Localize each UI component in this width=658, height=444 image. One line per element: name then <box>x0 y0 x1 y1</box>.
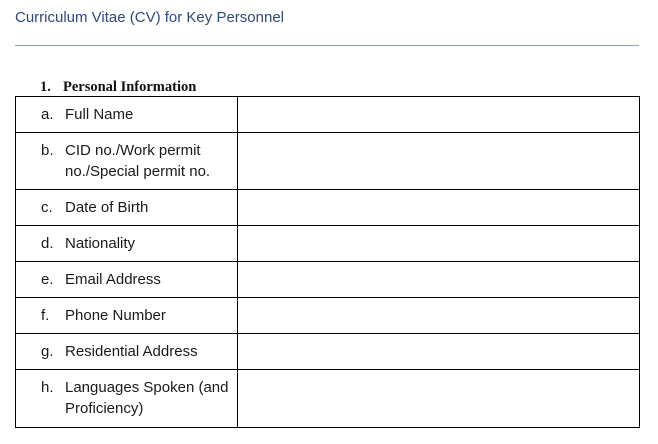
table-row-languages-spoken <box>16 370 640 428</box>
residential-address-value-cell[interactable] <box>238 334 640 370</box>
row-letter: h. <box>41 379 54 396</box>
row-label: Languages Spoken (and Proficiency) <box>65 379 229 417</box>
table-row-full-name <box>16 97 640 133</box>
row-label: Nationality <box>65 235 136 252</box>
id-number-value-cell[interactable] <box>238 133 640 190</box>
date-of-birth-value-cell[interactable] <box>238 190 640 226</box>
label-cell <box>16 226 238 262</box>
label-cell <box>16 97 238 133</box>
row-letter: f. <box>41 307 50 324</box>
nationality-value-cell[interactable] <box>238 226 640 262</box>
row-label: CID no./Work permit no./Special permit no. <box>65 142 211 180</box>
title-divider <box>15 45 639 46</box>
row-letter: b. <box>41 142 54 159</box>
row-letter: a. <box>41 106 54 123</box>
section-title: Personal Information <box>63 79 197 95</box>
table-row-residential-address <box>16 334 640 370</box>
label-cell <box>16 334 238 370</box>
row-label: Full Name <box>65 106 134 123</box>
row-letter: g. <box>41 343 54 360</box>
document-title: Curriculum Vitae (CV) for Key Personnel <box>15 9 284 26</box>
table-row-id-number <box>16 133 640 190</box>
label-cell <box>16 298 238 334</box>
table-row-nationality <box>16 226 640 262</box>
phone-number-value-cell[interactable] <box>238 298 640 334</box>
label-cell <box>16 133 238 190</box>
row-label: Date of Birth <box>65 199 149 216</box>
label-cell <box>16 190 238 226</box>
label-cell <box>16 370 238 428</box>
row-letter: e. <box>41 271 54 288</box>
email-address-value-cell[interactable] <box>238 262 640 298</box>
row-letter: d. <box>41 235 54 252</box>
table-row-date-of-birth <box>16 190 640 226</box>
row-label: Phone Number <box>65 307 166 324</box>
row-label: Residential Address <box>65 343 198 360</box>
personal-information-table <box>15 96 640 428</box>
label-cell <box>16 262 238 298</box>
table-row-email-address <box>16 262 640 298</box>
table-row-phone-number <box>16 298 640 334</box>
full-name-value-cell[interactable] <box>238 97 640 133</box>
section-number: 1. <box>40 79 51 95</box>
section-heading <box>40 79 196 96</box>
row-letter: c. <box>41 199 53 216</box>
languages-spoken-value-cell[interactable] <box>238 370 640 428</box>
row-label: Email Address <box>65 271 161 288</box>
